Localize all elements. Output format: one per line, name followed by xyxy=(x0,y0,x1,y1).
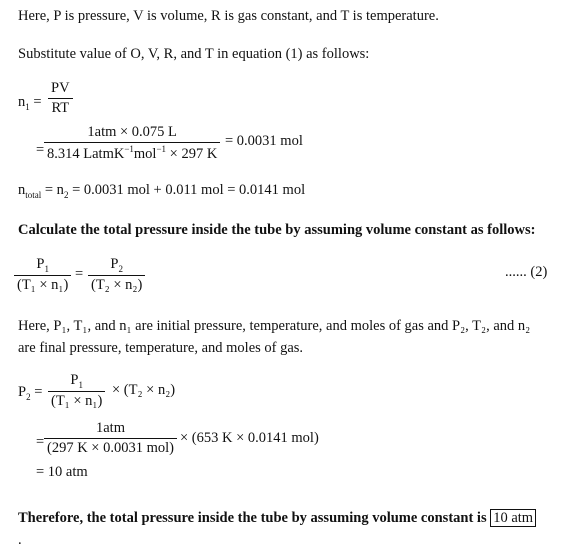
p2-lhs: $P_2$ = xyxy=(18,384,43,402)
n-total-equation: $n_{total} = n_2 = 0.0031$ mol + 0.011 mol = 0.0141 mol xyxy=(18,182,306,200)
substitute-paragraph: Substitute value of O, V, R, and T in equation (1) as follows: xyxy=(18,46,370,62)
eq2-fraction-right: $\frac{P_2}{\text{(T₂ × n₂)}}$ xyxy=(88,256,145,294)
n1-sub-fraction: 1atm × 0.075 L 8.314 LatmK$^{-1}$mol$^{-1}$ × 297 K xyxy=(44,124,220,163)
eq2-fraction-left: $\frac{P_1}{\text{(T₁ × n₁)}}$ xyxy=(14,256,71,294)
n1-sub-eq: = xyxy=(36,142,45,158)
p2-sub-eq: = xyxy=(36,434,45,450)
answer-box: 10 atm xyxy=(490,509,536,527)
section-heading: Calculate the total pressure inside the tube by assuming volume constant as follows: xyxy=(18,222,536,238)
equation-number: ...... (2) xyxy=(505,264,548,280)
p2-sub-multiplier: × (653 K × 0.0141 mol) xyxy=(180,430,319,446)
p2-sub-fraction: 1atm (297 K × 0.0031 mol) xyxy=(44,420,177,457)
n1-result: = 0.0031 mol xyxy=(225,133,303,149)
p2-result: = 10 atm xyxy=(36,464,88,480)
intro-paragraph: Here, P is pressure, V is volume, R is gas constant, and T is temperature. xyxy=(18,8,439,24)
variables-paragraph-1: Here, P₁, T₁, and n₁ are initial pressure, temperature, and moles of gas and P₂, T₂, and n₂ xyxy=(18,318,531,334)
eq2-equals: = xyxy=(75,266,84,282)
conclusion: Therefore, the total pressure inside the tube by assuming volume constant is 10 atm xyxy=(18,510,536,527)
n1-fraction: $\frac{PV}{RT}$ xyxy=(48,80,73,117)
n1-lhs: $n_1$ = xyxy=(18,94,42,112)
p2-multiplier: × (T₂ × n₂) xyxy=(112,382,176,398)
variables-paragraph-2: are final pressure, temperature, and moles of gas. xyxy=(18,340,304,356)
trailing-dot: . xyxy=(18,532,22,548)
p2-fraction: $\frac{P_1}{\text{(T₁ × n₁)}}$ xyxy=(48,372,105,410)
